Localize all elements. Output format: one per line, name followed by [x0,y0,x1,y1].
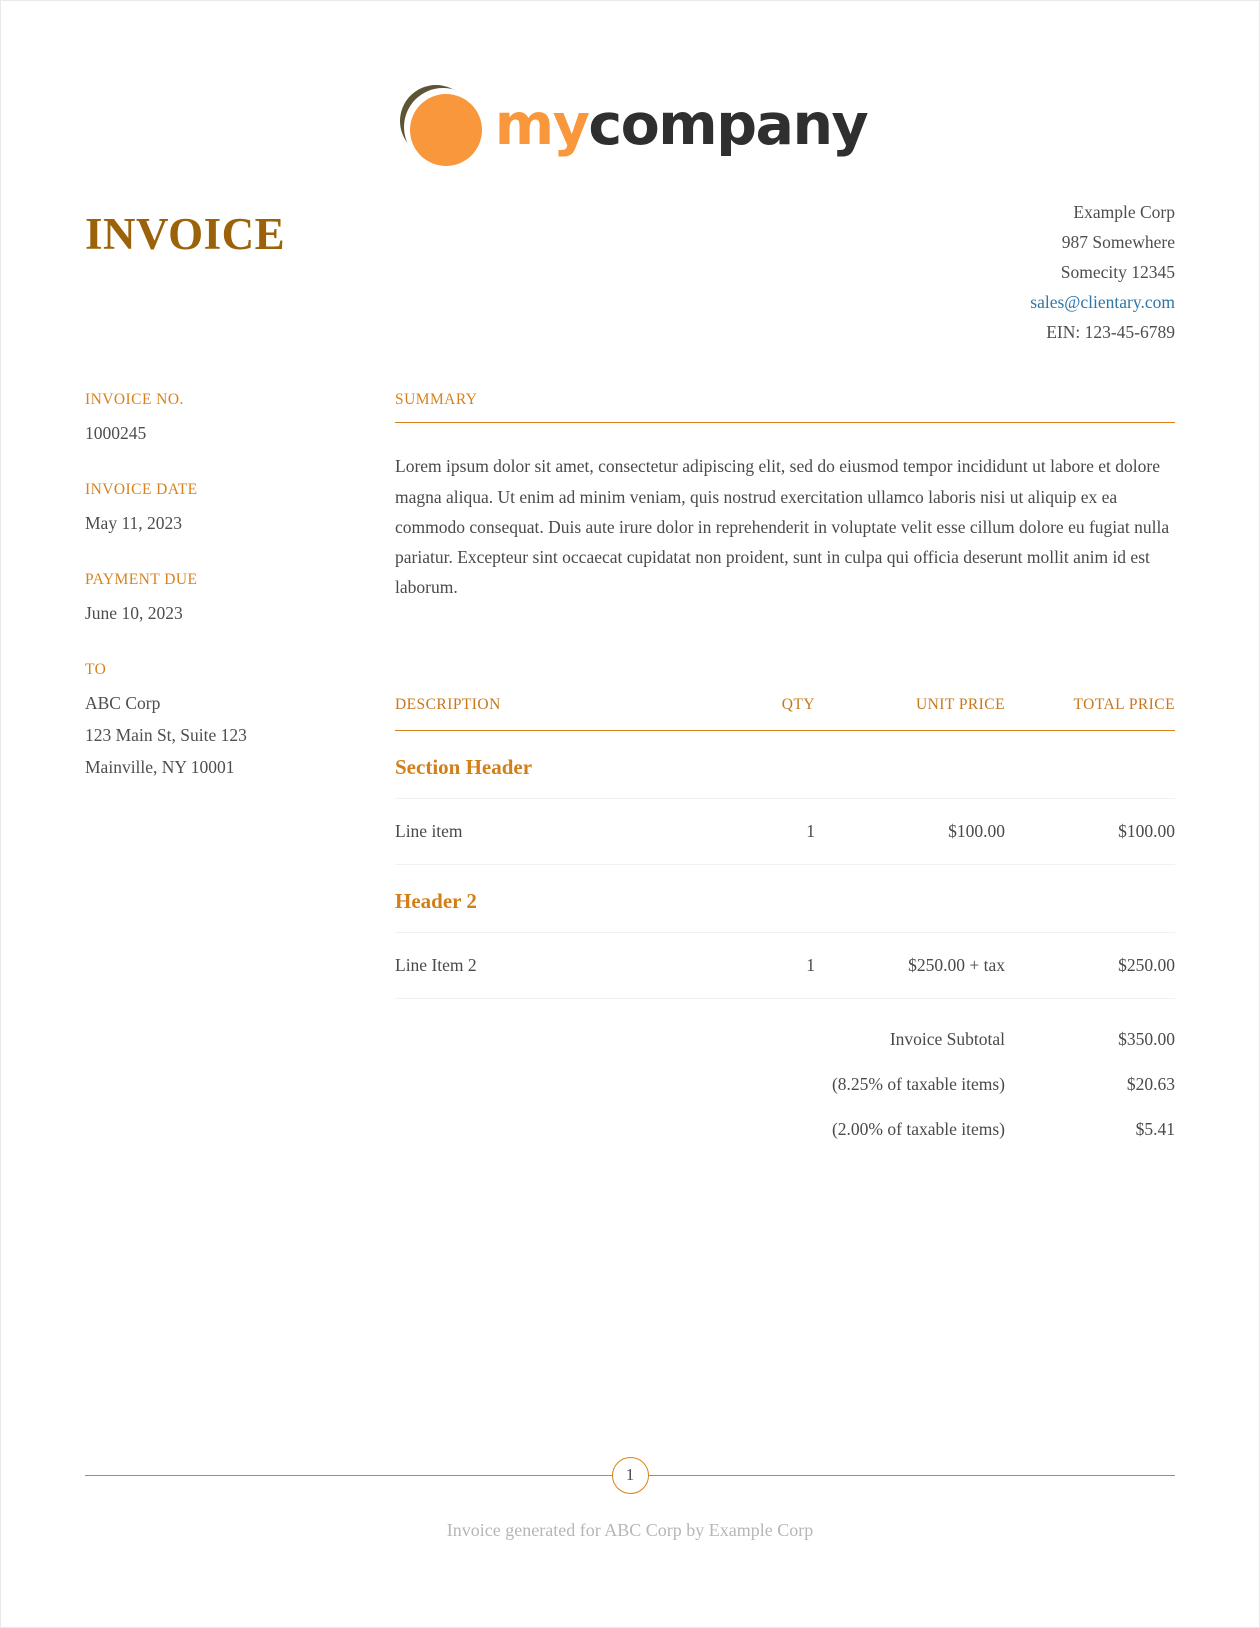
row-unit-price: $100.00 [815,798,1005,864]
meta-value-invoice-date: May 11, 2023 [85,513,183,534]
totals-spacer [395,998,723,1062]
meta-value-invoice-number: 1000245 [85,423,147,444]
logo-word-company: company [588,91,868,158]
issuer-block [1030,197,1175,347]
logo-wordmark [494,91,868,158]
recipient-address-line-1: 123 Main St, Suite 123 [85,724,247,745]
masthead [1,81,1259,169]
column-header-total-price: TOTAL PRICE [1005,696,1175,731]
table-group-header-row [395,864,1175,932]
issuer-address-line-2: Somecity 12345 [1060,262,1175,283]
totals-amount-tax-1: $20.63 [1126,1073,1175,1094]
logo-front-disc [410,94,482,166]
footer-rule-left [85,1475,613,1476]
totals-spacer [395,1062,723,1107]
footer-rule-right [648,1475,1176,1476]
page-footer [85,1456,1175,1541]
row-total-price: $100.00 [1005,798,1175,864]
row-qty: 1 [723,932,815,998]
logo-word-my: my [494,91,589,158]
invoice-content-column [385,391,1175,1151]
meta-invoice-number [85,391,385,450]
line-items-header-row [395,696,1175,731]
group-header-label: Section Header [395,730,1175,798]
column-header-unit-price: UNIT PRICE [815,696,1005,731]
totals-row-tax-2 [395,1107,1175,1152]
totals-label-tax-1: (8.25% of taxable items) [831,1073,1005,1094]
totals-amount-tax-2: $5.41 [1135,1118,1175,1139]
row-description: Line item [395,798,723,864]
table-group-header-row [395,730,1175,798]
totals-label-tax-2: (2.00% of taxable items) [831,1118,1005,1139]
totals-amount-subtotal: $350.00 [1118,1028,1175,1049]
issuer-ein: EIN: 123-45-6789 [1046,322,1175,343]
invoice-sheet [85,197,1175,1152]
circle-overlap-logo-icon [393,81,481,169]
issuer-email-link[interactable]: sales@clientary.com [1030,292,1175,313]
meta-recipient [85,661,385,784]
invoice-meta-column [85,391,385,814]
issuer-name: Example Corp [1073,202,1175,222]
row-unit-price: $250.00 + tax [815,932,1005,998]
totals-row-subtotal [395,998,1175,1062]
totals-spacer [723,998,815,1062]
line-items-table [395,696,1175,1152]
page-number-marker [85,1456,1175,1494]
footer-note: Invoice generated for ABC Corp by Example Corp [446,1520,814,1540]
row-description: Line Item 2 [395,932,723,998]
summary-text: Lorem ipsum dolor sit amet, consectetur adipiscing elit, sed do eiusmod tempor incididunt ut labore et dolore magna aliqua. Ut enim ad minim veniam, quis nostrud exercitation ullamco laboris nisi ut aliquip ex ea commodo consequat. Duis aute irure dolor in reprehenderit in voluptate velit esse cillum dolore eu fugiat nulla pariatur. Excepteur sint occaecat cupidatat non proident, sunt in culpa qui officia deserunt mollit anim id est laborum. [395,456,1170,597]
column-header-qty: QTY [723,696,815,731]
line-items-head [395,696,1175,731]
totals-spacer [723,1107,815,1152]
page-title: INVOICE [85,209,286,259]
totals-row-tax-1 [395,1062,1175,1107]
page-number-badge: 1 [612,1457,649,1494]
invoice-body-columns [85,391,1175,1151]
row-qty: 1 [723,798,815,864]
meta-payment-due [85,571,385,630]
totals-label-subtotal: Invoice Subtotal [889,1028,1005,1049]
group-header-label: Header 2 [395,864,1175,932]
meta-label-invoice-number: INVOICE NO. [85,391,184,409]
meta-label-to: TO [85,661,107,678]
totals-spacer [723,1062,815,1107]
recipient-address-line-2: Mainville, NY 10001 [85,756,235,777]
line-items-body [395,730,1175,1152]
meta-value-payment-due: June 10, 2023 [85,603,183,624]
title-and-issuer-band [85,197,1175,347]
totals-spacer [395,1107,723,1152]
meta-label-invoice-date: INVOICE DATE [85,481,198,499]
issuer-address-line-1: 987 Somewhere [1061,232,1175,253]
table-row [395,798,1175,864]
table-row [395,932,1175,998]
column-header-description: DESCRIPTION [395,696,723,731]
meta-label-payment-due: PAYMENT DUE [85,571,198,589]
row-total-price: $250.00 [1005,932,1175,998]
summary-divider [395,422,1175,423]
meta-invoice-date [85,481,385,540]
recipient-name: ABC Corp [85,693,161,713]
summary-section-label: SUMMARY [395,391,478,409]
